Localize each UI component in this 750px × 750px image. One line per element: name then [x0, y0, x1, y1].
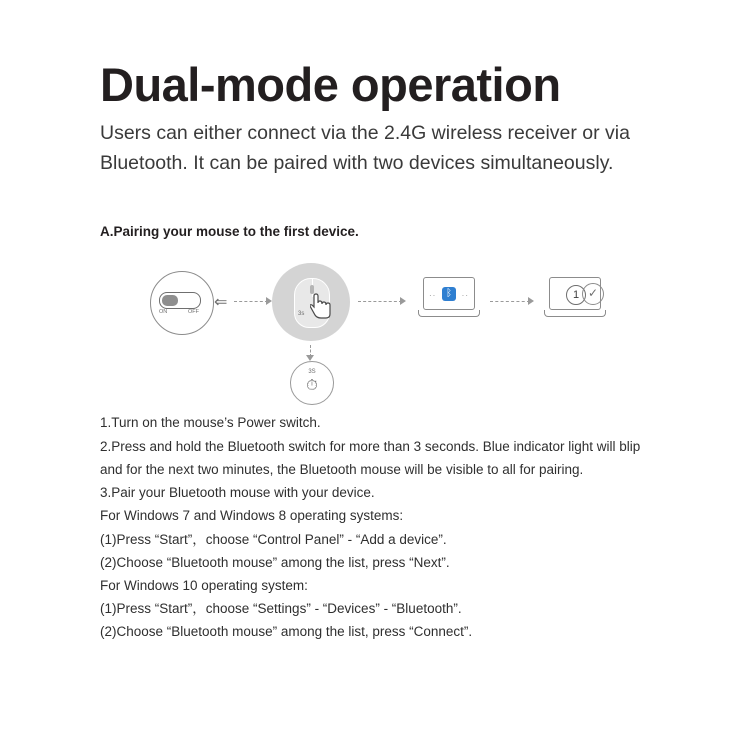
timer-label: 3S	[308, 369, 316, 376]
bluetooth-icon: ᛒ	[442, 287, 456, 301]
connector-arrow-3-icon	[528, 297, 534, 305]
instruction-line: (2)Choose “Bluetooth mouse” among the list, press “Connect”.	[100, 624, 473, 640]
timer-illustration	[290, 361, 334, 405]
power-switch-illustration	[150, 271, 214, 335]
check-icon: ✓	[582, 283, 604, 305]
instruction-line: (1)Press “Start”，choose “Settings” - “Devices” - “Bluetooth”.	[100, 601, 462, 617]
laptop-screen	[423, 277, 475, 310]
instruction-line: 2.Press and hold the Bluetooth switch for more than 3 seconds. Blue indicator light will blip and for the next two minutes, the Bluetooth mouse will be visible to all for pairing.	[100, 438, 641, 477]
switch-knob	[162, 295, 178, 306]
screen-dots-right: ··	[461, 291, 469, 301]
connector-arrow-2-icon	[400, 297, 406, 305]
switch-off-label: OFF	[188, 309, 199, 316]
section-heading: A.Pairing your mouse to the first device.	[100, 224, 359, 240]
instruction-line: (1)Press “Start”，choose “Control Panel” - “Add a device”.	[100, 531, 447, 547]
switch-labels	[159, 309, 199, 315]
connector-line-3	[490, 301, 530, 302]
switch-body	[159, 292, 201, 309]
instructions-list	[100, 411, 650, 643]
screen-dots-left: ··	[429, 291, 437, 301]
connector-line-2	[358, 301, 402, 302]
instruction-line: For Windows 7 and Windows 8 operating systems:	[100, 508, 404, 524]
switch-on-label: ON	[159, 309, 168, 316]
laptop-bluetooth-illustration	[418, 277, 480, 323]
pairing-diagram	[100, 253, 650, 393]
mouse-illustration	[272, 263, 350, 341]
mouse-hold-duration-label: 3s	[298, 311, 305, 318]
laptop-base-paired	[544, 310, 606, 317]
connector-line-1	[234, 301, 268, 302]
stopwatch-icon: ⏱	[306, 377, 318, 395]
instruction-line: 3.Pair your Bluetooth mouse with your device.	[100, 485, 375, 501]
page-subtitle: Users can either connect via the 2.4G wireless receiver or via Bluetooth. It can be paired with two devices simultaneously.	[100, 122, 630, 175]
device-number-badge: 1	[566, 285, 586, 305]
instruction-line: (2)Choose “Bluetooth mouse” among the list, press “Next”.	[100, 554, 450, 570]
page-title: Dual-mode operation	[100, 58, 561, 111]
instruction-line: For Windows 10 operating system:	[100, 578, 308, 594]
switch-direction-arrow-icon: ⇐	[214, 294, 228, 312]
laptop-base	[418, 310, 480, 317]
hand-pointer-icon	[310, 293, 332, 319]
instruction-line: 1.Turn on the mouse’s Power switch.	[100, 415, 321, 431]
